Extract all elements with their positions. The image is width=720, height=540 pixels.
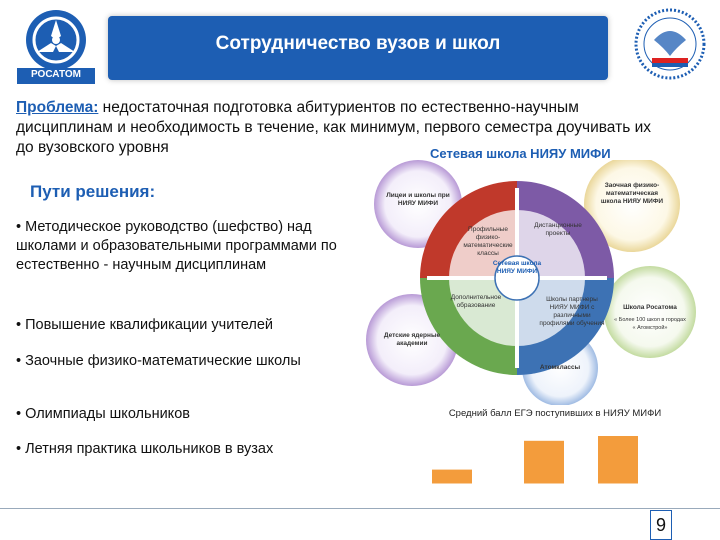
footer-divider — [0, 508, 720, 509]
solutions-title: Пути решения: — [30, 182, 156, 201]
diagram-label-top-right: Заочная физико-математическая школа НИЯУ МИФИ — [600, 182, 664, 205]
chart-bar — [432, 470, 472, 484]
diagram-circle-bottom-right — [604, 266, 696, 358]
network-school-diagram — [360, 160, 720, 405]
diagram-center-label: Сетевая школа НИЯУ МИФИ — [492, 260, 542, 275]
rosatom-logo-text: РОСАТОМ — [31, 69, 81, 80]
chart-bar — [598, 436, 638, 484]
solution-bullet: • Олимпиады школьников — [16, 406, 190, 422]
problem-label: Проблема: — [16, 99, 99, 116]
ege-bar-chart — [420, 430, 680, 490]
diagram-segment-label: Профильные физико-математические классы — [463, 226, 513, 257]
diagram-segment-label: Дистанционные проекты — [534, 222, 582, 237]
diagram-segment-label: Школы партнеры НИЯУ МИФИ с различными профилями обучения — [539, 296, 605, 327]
diagram-sublabel-bottom-right: « Более 100 школ в городах « Атомстрой» — [614, 317, 686, 331]
diagram-label-top-left: Лицеи и школы при НИЯУ МИФИ — [386, 192, 450, 207]
mifi-logo-icon — [628, 4, 712, 90]
diagram-label-bottom: Атомклассы — [539, 364, 581, 371]
page-number: 9 — [650, 510, 672, 540]
page-title: Сотрудничество вузов и школ — [215, 33, 501, 54]
solution-bullet: • Заочные физико-математические школы — [16, 353, 301, 369]
diagram-segment-label: Дополнительное образование — [450, 294, 502, 309]
solution-bullet: • Летняя практика школьников в вузах — [16, 441, 274, 457]
chart-bar — [524, 441, 564, 484]
chart-title: Средний балл ЕГЭ поступивших в НИЯУ МИФИ — [448, 408, 662, 419]
network-school-title: Сетевая школа НИЯУ МИФИ — [430, 146, 611, 161]
solution-bullet: • Повышение квалификации учителей — [16, 317, 273, 333]
diagram-label-bottom-right: Школа Росатома — [623, 304, 677, 311]
problem-text: недостаточная подготовка абитуриентов по естественно-научным дисциплинам и необходимость в течение, как минимум, первого семестра доучивать их до вузовского уровня — [16, 99, 651, 156]
diagram-label-bottom-left: Детские ядерные академии — [383, 332, 441, 347]
solution-bullet: • Методическое руководство (шефство) над школами и образовательными программами по естественно - научным дисциплинам — [16, 219, 337, 273]
